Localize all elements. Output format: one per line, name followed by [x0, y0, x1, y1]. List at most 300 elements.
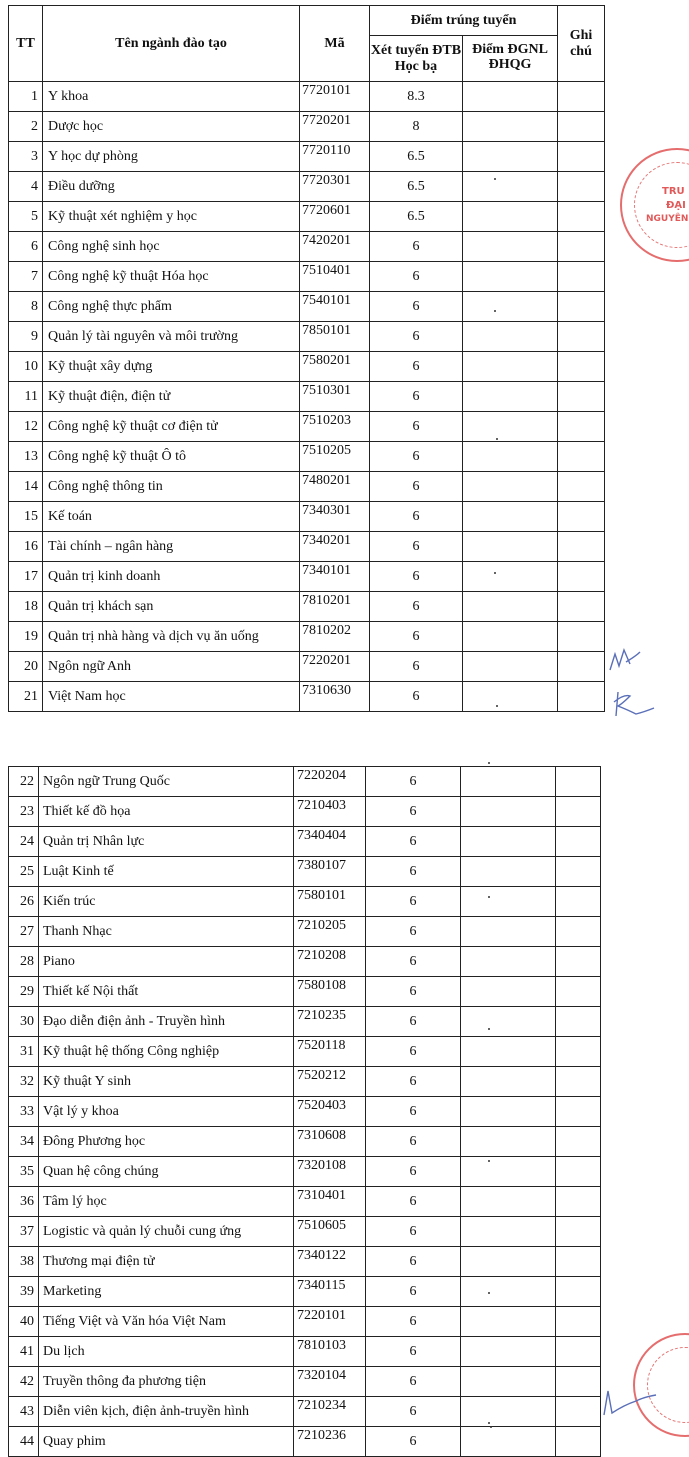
transcript-score: 6	[370, 562, 463, 592]
program-code: 7210235	[294, 1007, 366, 1037]
dgnl-score	[461, 887, 556, 917]
transcript-score: 6	[366, 1427, 461, 1457]
dgnl-score	[463, 352, 558, 382]
program-name: Quan hệ công chúng	[39, 1157, 294, 1187]
transcript-score: 6	[370, 232, 463, 262]
signature-mark	[606, 640, 646, 676]
note	[558, 262, 605, 292]
note	[556, 1397, 601, 1427]
transcript-score: 6	[366, 1187, 461, 1217]
transcript-score: 6	[370, 382, 463, 412]
program-name: Quay phim	[39, 1427, 294, 1457]
row-number: 27	[9, 917, 39, 947]
program-code: 7310608	[294, 1127, 366, 1157]
table-row	[9, 412, 605, 442]
program-name: Kiến trúc	[39, 887, 294, 917]
table-row	[9, 1217, 601, 1247]
table-row	[9, 1397, 601, 1427]
note	[558, 652, 605, 682]
table-row	[9, 1427, 601, 1457]
program-code: 7810103	[294, 1337, 366, 1367]
program-code: 7520403	[294, 1097, 366, 1127]
note	[558, 682, 605, 712]
note	[556, 1187, 601, 1217]
program-code: 7720101	[300, 82, 370, 112]
signature-mark	[600, 1385, 660, 1421]
program-code: 7720201	[300, 112, 370, 142]
table-row	[9, 1067, 601, 1097]
transcript-score: 6	[366, 767, 461, 797]
row-number: 12	[9, 412, 43, 442]
program-code: 7310630	[300, 682, 370, 712]
row-number: 41	[9, 1337, 39, 1367]
table-row	[9, 472, 605, 502]
program-name: Thiết kế Nội thất	[39, 977, 294, 1007]
dgnl-score	[461, 977, 556, 1007]
dgnl-score	[461, 947, 556, 977]
table-row	[9, 1127, 601, 1157]
program-code: 7340115	[294, 1277, 366, 1307]
program-name: Kỹ thuật Y sinh	[39, 1067, 294, 1097]
table-row	[9, 112, 605, 142]
program-code: 7580108	[294, 977, 366, 1007]
transcript-score: 6	[366, 1097, 461, 1127]
note	[556, 1247, 601, 1277]
note	[556, 1097, 601, 1127]
note	[558, 112, 605, 142]
program-code: 7510605	[294, 1217, 366, 1247]
program-name: Tâm lý học	[39, 1187, 294, 1217]
program-name: Công nghệ kỹ thuật Hóa học	[43, 262, 300, 292]
table-row	[9, 977, 601, 1007]
program-code: 7310401	[294, 1187, 366, 1217]
program-name: Quản trị kinh doanh	[43, 562, 300, 592]
table-row	[9, 232, 605, 262]
row-number: 29	[9, 977, 39, 1007]
table-row	[9, 352, 605, 382]
table-row	[9, 1367, 601, 1397]
program-code: 7220101	[294, 1307, 366, 1337]
program-code: 7320108	[294, 1157, 366, 1187]
dgnl-score	[461, 857, 556, 887]
table-row	[9, 262, 605, 292]
table-row	[9, 532, 605, 562]
admission-table-page1	[8, 5, 605, 712]
note	[556, 1217, 601, 1247]
transcript-score: 6	[370, 352, 463, 382]
program-name: Luật Kinh tế	[39, 857, 294, 887]
dgnl-score	[461, 1277, 556, 1307]
table-row	[9, 947, 601, 977]
row-number: 39	[9, 1277, 39, 1307]
transcript-score: 6	[366, 857, 461, 887]
transcript-score: 6	[366, 1217, 461, 1247]
row-number: 42	[9, 1367, 39, 1397]
dgnl-score	[463, 442, 558, 472]
dgnl-score	[463, 142, 558, 172]
program-code: 7540101	[300, 292, 370, 322]
program-name: Quản lý tài nguyên và môi trường	[43, 322, 300, 352]
program-code: 7210403	[294, 797, 366, 827]
dgnl-score	[463, 622, 558, 652]
row-number: 25	[9, 857, 39, 887]
program-code: 7520212	[294, 1067, 366, 1097]
note	[556, 1067, 601, 1097]
transcript-score: 6	[370, 472, 463, 502]
admission-table-page2	[8, 766, 601, 1457]
dgnl-score	[461, 1097, 556, 1127]
program-code: 7220201	[300, 652, 370, 682]
program-name: Công nghệ kỹ thuật cơ điện tử	[43, 412, 300, 442]
table-row	[9, 797, 601, 827]
transcript-score: 6	[366, 1367, 461, 1397]
note	[558, 172, 605, 202]
transcript-score: 6	[370, 412, 463, 442]
dgnl-score	[461, 797, 556, 827]
table-row	[9, 857, 601, 887]
note	[558, 382, 605, 412]
row-number: 33	[9, 1097, 39, 1127]
note	[558, 292, 605, 322]
program-code: 7810202	[300, 622, 370, 652]
note	[558, 82, 605, 112]
note	[556, 887, 601, 917]
dgnl-score	[463, 322, 558, 352]
row-number: 35	[9, 1157, 39, 1187]
program-code: 7340201	[300, 532, 370, 562]
note	[556, 977, 601, 1007]
row-number: 5	[9, 202, 43, 232]
note	[558, 322, 605, 352]
seal-text: NGUYÊN	[646, 214, 689, 224]
dgnl-score	[461, 1217, 556, 1247]
transcript-score: 6	[366, 947, 461, 977]
dgnl-score	[463, 292, 558, 322]
dgnl-score	[461, 1397, 556, 1427]
header-dgnl-score: Điểm ĐGNL ĐHQG	[463, 36, 558, 82]
program-code: 7210205	[294, 917, 366, 947]
row-number: 26	[9, 887, 39, 917]
program-code: 7520118	[294, 1037, 366, 1067]
transcript-score: 6	[366, 887, 461, 917]
row-number: 31	[9, 1037, 39, 1067]
program-name: Kỹ thuật xét nghiệm y học	[43, 202, 300, 232]
program-code: 7720601	[300, 202, 370, 232]
transcript-score: 6	[370, 502, 463, 532]
dgnl-score	[463, 652, 558, 682]
table-row	[9, 917, 601, 947]
row-number: 11	[9, 382, 43, 412]
transcript-score: 6	[366, 977, 461, 1007]
signature-mark	[610, 688, 660, 722]
row-number: 6	[9, 232, 43, 262]
program-name: Kỹ thuật xây dựng	[43, 352, 300, 382]
table-row	[9, 562, 605, 592]
row-number: 4	[9, 172, 43, 202]
header-note: Ghi chú	[558, 6, 605, 82]
dgnl-score	[463, 472, 558, 502]
seal-text: TRU	[662, 186, 685, 197]
program-name: Thiết kế đồ họa	[39, 797, 294, 827]
table-row	[9, 322, 605, 352]
dgnl-score	[463, 112, 558, 142]
program-name: Ngôn ngữ Anh	[43, 652, 300, 682]
transcript-score: 6	[366, 1247, 461, 1277]
dgnl-score	[461, 1007, 556, 1037]
row-number: 13	[9, 442, 43, 472]
program-name: Công nghệ thực phẩm	[43, 292, 300, 322]
transcript-score: 6	[366, 917, 461, 947]
table-row	[9, 592, 605, 622]
program-name: Dược học	[43, 112, 300, 142]
program-code: 7220204	[294, 767, 366, 797]
note	[558, 202, 605, 232]
program-name: Y khoa	[43, 82, 300, 112]
transcript-score: 6	[370, 682, 463, 712]
table-row	[9, 1247, 601, 1277]
transcript-score: 6	[370, 622, 463, 652]
row-number: 8	[9, 292, 43, 322]
program-name: Diễn viên kịch, điện ảnh-truyền hình	[39, 1397, 294, 1427]
dgnl-score	[463, 532, 558, 562]
program-code: 7580101	[294, 887, 366, 917]
dgnl-score	[463, 382, 558, 412]
red-seal-stamp	[620, 148, 689, 262]
dgnl-score	[463, 502, 558, 532]
dgnl-score	[463, 412, 558, 442]
program-code: 7420201	[300, 232, 370, 262]
note	[556, 1037, 601, 1067]
table-row	[9, 442, 605, 472]
table-row	[9, 1007, 601, 1037]
row-number: 7	[9, 262, 43, 292]
note	[556, 857, 601, 887]
program-name: Công nghệ sinh học	[43, 232, 300, 262]
note	[558, 562, 605, 592]
row-number: 21	[9, 682, 43, 712]
program-name: Logistic và quản lý chuỗi cung ứng	[39, 1217, 294, 1247]
dgnl-score	[461, 1337, 556, 1367]
transcript-score: 6	[366, 1277, 461, 1307]
program-code: 7580201	[300, 352, 370, 382]
program-name: Ngôn ngữ Trung Quốc	[39, 767, 294, 797]
program-name: Việt Nam học	[43, 682, 300, 712]
note	[556, 1157, 601, 1187]
row-number: 36	[9, 1187, 39, 1217]
dgnl-score	[463, 232, 558, 262]
row-number: 32	[9, 1067, 39, 1097]
program-name: Truyền thông đa phương tiện	[39, 1367, 294, 1397]
program-code: 7340301	[300, 502, 370, 532]
note	[556, 797, 601, 827]
row-number: 9	[9, 322, 43, 352]
dgnl-score	[461, 1427, 556, 1457]
row-number: 1	[9, 82, 43, 112]
row-number: 30	[9, 1007, 39, 1037]
transcript-score: 6	[370, 532, 463, 562]
program-code: 7720301	[300, 172, 370, 202]
note	[556, 1337, 601, 1367]
table-row	[9, 1037, 601, 1067]
row-number: 40	[9, 1307, 39, 1337]
program-code: 7380107	[294, 857, 366, 887]
transcript-score: 6	[370, 592, 463, 622]
program-name: Piano	[39, 947, 294, 977]
note	[556, 1007, 601, 1037]
note	[556, 1127, 601, 1157]
dgnl-score	[463, 172, 558, 202]
program-code: 7210236	[294, 1427, 366, 1457]
note	[556, 1367, 601, 1397]
transcript-score: 6	[366, 827, 461, 857]
table-row	[9, 767, 601, 797]
program-name: Tiếng Việt và Văn hóa Việt Nam	[39, 1307, 294, 1337]
dgnl-score	[461, 1247, 556, 1277]
transcript-score: 8	[370, 112, 463, 142]
table-row	[9, 827, 601, 857]
row-number: 18	[9, 592, 43, 622]
program-code: 7850101	[300, 322, 370, 352]
dgnl-score	[461, 767, 556, 797]
transcript-score: 6.5	[370, 172, 463, 202]
table-row	[9, 1307, 601, 1337]
dgnl-score	[461, 1157, 556, 1187]
header-program-name: Tên ngành đào tạo	[43, 6, 300, 82]
program-name: Quản trị khách sạn	[43, 592, 300, 622]
note	[556, 1277, 601, 1307]
program-name: Kế toán	[43, 502, 300, 532]
dgnl-score	[461, 1307, 556, 1337]
row-number: 10	[9, 352, 43, 382]
program-name: Tài chính – ngân hàng	[43, 532, 300, 562]
note	[556, 947, 601, 977]
transcript-score: 6	[370, 262, 463, 292]
table-row	[9, 1187, 601, 1217]
row-number: 43	[9, 1397, 39, 1427]
table-row	[9, 1277, 601, 1307]
table-row	[9, 382, 605, 412]
row-number: 22	[9, 767, 39, 797]
row-number: 37	[9, 1217, 39, 1247]
program-code: 7810201	[300, 592, 370, 622]
row-number: 2	[9, 112, 43, 142]
program-name: Quản trị Nhân lực	[39, 827, 294, 857]
table-row	[9, 82, 605, 112]
table-row	[9, 292, 605, 322]
program-code: 7510205	[300, 442, 370, 472]
table-body-page1	[9, 82, 605, 712]
program-code: 7510401	[300, 262, 370, 292]
program-code: 7320104	[294, 1367, 366, 1397]
program-code: 7340404	[294, 827, 366, 857]
note	[558, 472, 605, 502]
header-tt: TT	[9, 6, 43, 82]
dgnl-score	[463, 202, 558, 232]
transcript-score: 6	[366, 797, 461, 827]
program-name: Kỹ thuật điện, điện tử	[43, 382, 300, 412]
program-code: 7720110	[300, 142, 370, 172]
transcript-score: 6	[370, 442, 463, 472]
table-row	[9, 502, 605, 532]
dgnl-score	[461, 1037, 556, 1067]
dgnl-score	[461, 1187, 556, 1217]
transcript-score: 6	[366, 1397, 461, 1427]
transcript-score: 6	[366, 1037, 461, 1067]
program-name: Kỹ thuật hệ thống Công nghiệp	[39, 1037, 294, 1067]
note	[558, 232, 605, 262]
dgnl-score	[463, 592, 558, 622]
transcript-score: 6	[366, 1157, 461, 1187]
program-name: Công nghệ thông tin	[43, 472, 300, 502]
table-body-page2	[9, 767, 601, 1457]
table-row	[9, 142, 605, 172]
table-row	[9, 652, 605, 682]
row-number: 19	[9, 622, 43, 652]
program-code: 7340101	[300, 562, 370, 592]
row-number: 28	[9, 947, 39, 977]
table-row	[9, 887, 601, 917]
table-row	[9, 1097, 601, 1127]
row-number: 44	[9, 1427, 39, 1457]
transcript-score: 8.3	[370, 82, 463, 112]
note	[556, 1307, 601, 1337]
dgnl-score	[461, 1127, 556, 1157]
transcript-score: 6	[366, 1067, 461, 1097]
row-number: 38	[9, 1247, 39, 1277]
note	[558, 622, 605, 652]
table-row	[9, 172, 605, 202]
note	[558, 532, 605, 562]
seal-text: ĐẠI	[666, 200, 686, 211]
program-code: 7210234	[294, 1397, 366, 1427]
note	[558, 502, 605, 532]
row-number: 16	[9, 532, 43, 562]
note	[558, 442, 605, 472]
row-number: 3	[9, 142, 43, 172]
transcript-score: 6	[366, 1127, 461, 1157]
table-row	[9, 1157, 601, 1187]
transcript-score: 6	[366, 1307, 461, 1337]
row-number: 23	[9, 797, 39, 827]
table-row	[9, 622, 605, 652]
program-code: 7340122	[294, 1247, 366, 1277]
program-name: Công nghệ kỹ thuật Ô tô	[43, 442, 300, 472]
program-name: Thương mại điện tử	[39, 1247, 294, 1277]
transcript-score: 6	[366, 1007, 461, 1037]
note	[558, 592, 605, 622]
transcript-score: 6	[370, 652, 463, 682]
note	[558, 142, 605, 172]
table-row	[9, 1337, 601, 1367]
transcript-score: 6	[370, 322, 463, 352]
program-name: Y học dự phòng	[43, 142, 300, 172]
program-name: Đông Phương học	[39, 1127, 294, 1157]
note	[556, 917, 601, 947]
header-transcript-score: Xét tuyển ĐTB Học bạ	[370, 36, 463, 82]
table-row	[9, 682, 605, 712]
row-number: 14	[9, 472, 43, 502]
note	[558, 352, 605, 382]
note	[556, 827, 601, 857]
dgnl-score	[461, 917, 556, 947]
program-name: Điều dưỡng	[43, 172, 300, 202]
transcript-score: 6	[370, 292, 463, 322]
dgnl-score	[463, 562, 558, 592]
transcript-score: 6.5	[370, 142, 463, 172]
row-number: 20	[9, 652, 43, 682]
transcript-score: 6.5	[370, 202, 463, 232]
header-code: Mã	[300, 6, 370, 82]
